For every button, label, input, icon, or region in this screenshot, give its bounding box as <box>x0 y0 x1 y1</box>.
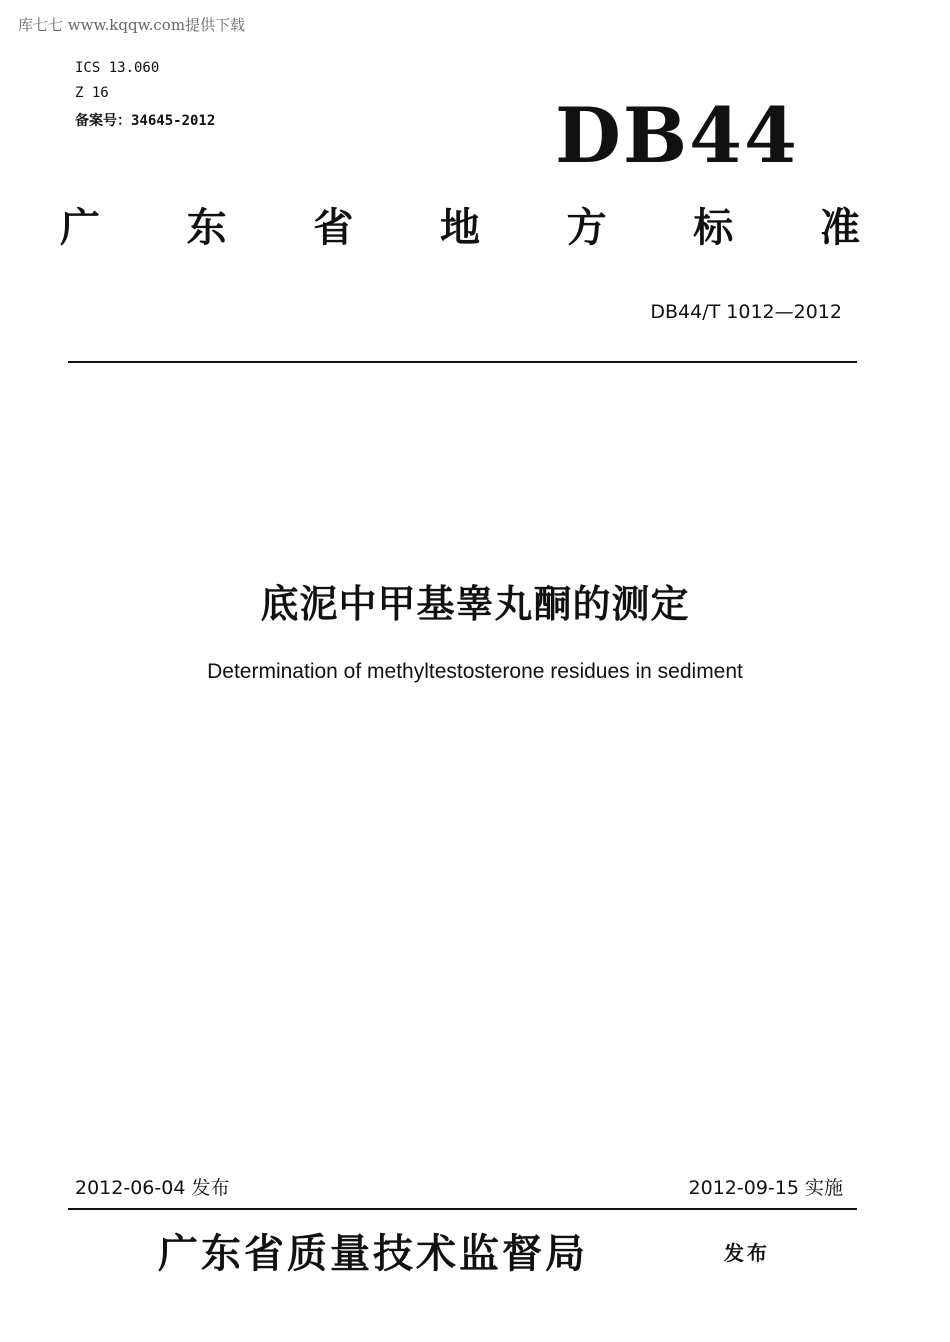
standard-type-char: 东 <box>186 205 227 251</box>
bottom-divider <box>68 1208 857 1210</box>
record-label: 备案号： <box>75 113 131 129</box>
issuing-suffix: 发布 <box>724 1241 770 1265</box>
standard-type-char: 地 <box>439 205 480 251</box>
document-title-english: Determination of methyltestosterone residues in sediment <box>207 660 743 683</box>
classification-code: Z 16 <box>75 85 109 101</box>
record-value: 34645-2012 <box>131 113 216 129</box>
top-divider <box>68 361 857 363</box>
record-number <box>75 110 215 130</box>
issuing-authority: 广东省质量技术监督局 <box>158 1230 588 1277</box>
standard-type-char: 准 <box>819 205 860 251</box>
implementation-date: 2012-09-15 实施 <box>688 1177 843 1199</box>
ics-code: ICS 13.060 <box>75 60 160 76</box>
standard-type-char: 方 <box>566 205 607 251</box>
standard-type-heading <box>60 205 860 251</box>
issue-date: 2012-06-04 发布 <box>75 1177 230 1199</box>
standard-number: DB44/T 1012—2012 <box>650 301 842 323</box>
standard-type-char: 省 <box>313 205 354 251</box>
standard-type-char: 标 <box>693 205 734 251</box>
watermark-text: 库七七 www.kqqw.com提供下载 <box>18 16 246 34</box>
document-title-chinese: 底泥中甲基睾丸酮的测定 <box>260 582 690 626</box>
standard-type-char: 广 <box>60 205 100 251</box>
db44-logo: DB44 <box>555 91 799 180</box>
